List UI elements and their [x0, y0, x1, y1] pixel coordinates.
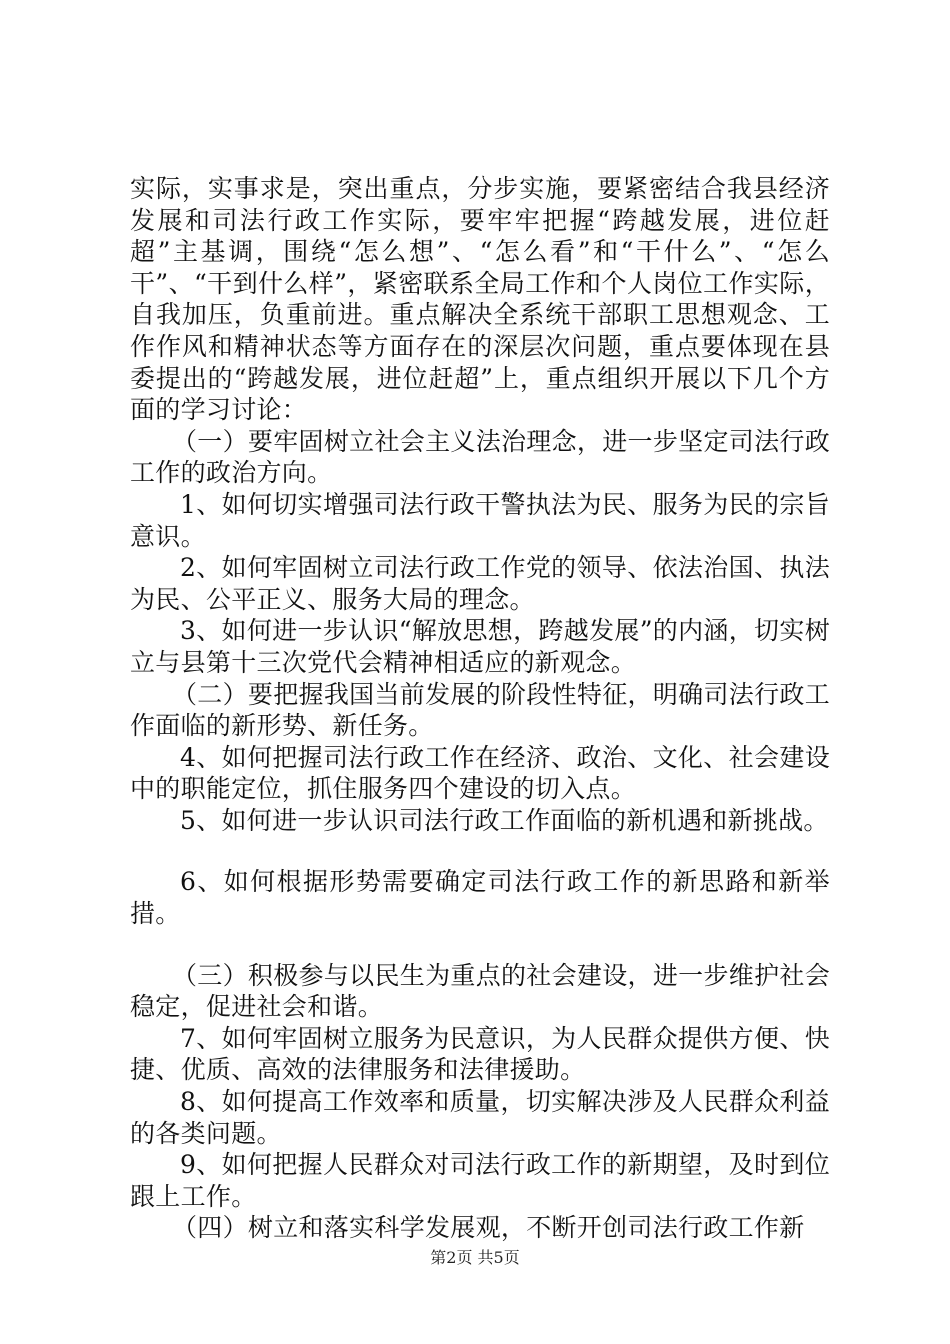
paragraph-intro: 实际，实事求是，突出重点，分步实施，要紧密结合我县经济发展和司法行政工作实际，要牢牢把握“跨越发展，进位赶超”主基调，围绕“怎么想”、“怎么看”和“干什么”、“怎么干”、“干到什么样”，紧密联系全局工作和个人岗位工作实际，自我加压，负重前进。重点解决全系统干部职工思想观念、工作作风和精神状态等方面存在的深层次问题，重点要体现在县委提出的“跨越发展，进位赶超”上，重点组织开展以下几个方面的学习讨论：	[130, 174, 830, 425]
list-item-3: 3、如何进一步认识“解放思想，跨越发展”的内涵，切实树立与县第十三次党代会精神相适应的新观念。	[130, 616, 830, 677]
section-heading-1: （一）要牢固树立社会主义法治理念，进一步坚定司法行政工作的政治方向。	[130, 426, 830, 488]
list-item-4: 4、如何把握司法行政工作在经济、政治、文化、社会建设中的职能定位，抓住服务四个建设的切入点。	[130, 742, 830, 804]
list-item-5: 5、如何进一步认识司法行政工作面临的新机遇和新挑战。	[180, 805, 829, 835]
list-item-9: 9、如何把握人民群众对司法行政工作的新期望，及时到位跟上工作。	[130, 1150, 830, 1211]
list-item-2: 2、如何牢固树立司法行政工作党的领导、依法治国、执法为民、公平正义、服务大局的理念。	[130, 553, 830, 614]
list-item-1: 1、如何切实增强司法行政干警执法为民、服务为民的宗旨意识。	[130, 489, 830, 551]
list-item-8: 8、如何提高工作效率和质量，切实解决涉及人民群众利益的各类问题。	[130, 1087, 830, 1148]
document-body	[130, 173, 830, 1244]
page-number: 第2页 共5页	[430, 1248, 520, 1267]
section-heading-4: （四）树立和落实科学发展观，不断开创司法行政工作新	[172, 1213, 805, 1243]
list-item-7: 7、如何牢固树立服务为民意识，为人民群众提供方便、快捷、优质、高效的法律服务和法律援助。	[130, 1023, 830, 1085]
section-heading-3: （三）积极参与以民生为重点的社会建设，进一步维护社会稳定，促进社会和谐。	[130, 960, 830, 1022]
page-footer	[0, 1245, 950, 1268]
list-item-6: 6、如何根据形势需要确定司法行政工作的新思路和新举措。	[130, 867, 830, 929]
section-heading-2: （二）要把握我国当前发展的阶段性特征，明确司法行政工作面临的新形势、新任务。	[130, 679, 830, 741]
